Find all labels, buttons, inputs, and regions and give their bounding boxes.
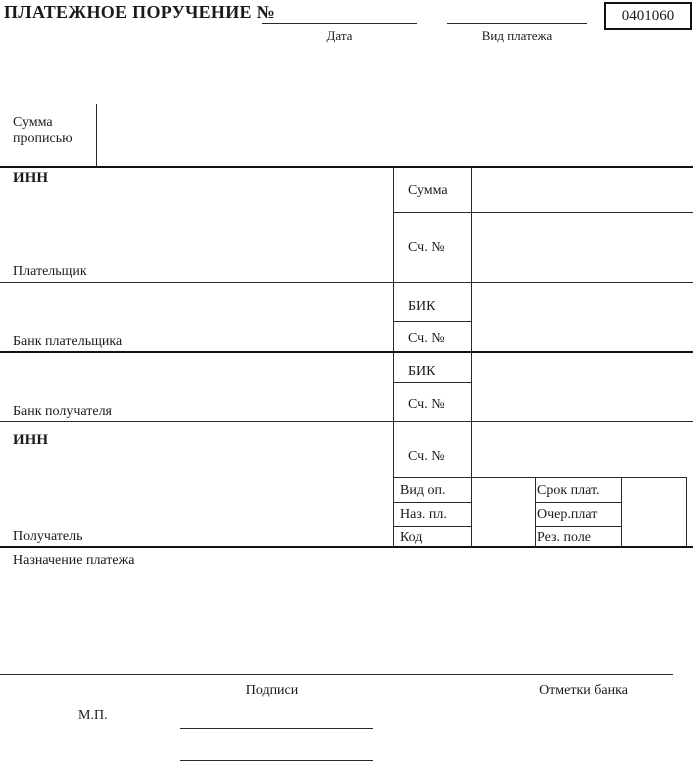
grid-line-details-row2-right: [535, 526, 621, 527]
purpose-field[interactable]: [0, 572, 693, 672]
payee-account-label: Сч. №: [408, 449, 445, 464]
amount-words-label: Сумма прописью: [13, 115, 73, 147]
form-title: ПЛАТЕЖНОЕ ПОРУЧЕНИЕ №: [4, 2, 276, 22]
payee-bank-bik-label: БИК: [408, 364, 436, 379]
payer-field[interactable]: [0, 186, 390, 280]
pay-term-label: Срок плат.: [537, 483, 600, 498]
amount-words-field[interactable]: [100, 105, 690, 165]
grid-line-under-bik2: [394, 382, 472, 383]
payer-label: Плательщик: [13, 264, 87, 279]
amount-value-field[interactable]: [473, 168, 693, 211]
payer-inn-label: ИНН: [13, 170, 49, 186]
payer-bank-bik-label: БИК: [408, 299, 436, 314]
grid-line-details-row2-left: [394, 526, 472, 527]
amount-words-divider: [96, 104, 97, 167]
form-code-box: [604, 2, 692, 30]
bank-marks-label: Отметки банка: [539, 683, 628, 698]
payee-field[interactable]: [0, 423, 390, 544]
payer-bank-field[interactable]: [0, 284, 390, 349]
grid-vline-details-1: [535, 477, 536, 547]
signature-line-1: [180, 728, 373, 729]
amount-label: Сумма: [408, 183, 448, 198]
payer-account-field[interactable]: [473, 214, 693, 280]
payment-kind-underline: [447, 23, 587, 24]
payee-bank-account-label: Сч. №: [408, 397, 445, 412]
payee-label: Получатель: [13, 529, 83, 544]
code-label: Код: [400, 530, 423, 545]
grid-line-under-bik1: [394, 321, 472, 322]
grid-vline-labels: [393, 167, 394, 547]
signatures-label: Подписи: [245, 683, 299, 698]
payer-bank-account-label: Сч. №: [408, 331, 445, 346]
payee-inn-label: ИНН: [13, 432, 49, 448]
payee-account-field[interactable]: [473, 423, 693, 475]
payment-kind-field[interactable]: [447, 4, 587, 22]
payee-bank-label: Банк получателя: [13, 404, 112, 419]
stamp-label: М.П.: [78, 708, 108, 723]
grid-vline-details-right: [686, 477, 687, 547]
date-field[interactable]: [262, 4, 417, 22]
payer-bank-account-field[interactable]: [473, 323, 693, 350]
op-kind-label: Вид оп.: [400, 483, 446, 498]
details-values-right-field[interactable]: [622, 479, 685, 545]
footer-divider: [0, 674, 673, 675]
grid-line-under-payee: [0, 546, 693, 548]
date-label: Дата: [326, 28, 353, 43]
payee-bank-bik-field[interactable]: [473, 353, 693, 381]
form-code: 0401060: [621, 8, 675, 24]
signature-field-1[interactable]: [180, 708, 373, 727]
payment-kind-label: Вид платежа: [481, 28, 553, 43]
purpose-code-label: Наз. пл.: [400, 507, 447, 522]
payee-bank-account-field[interactable]: [473, 384, 693, 420]
payer-bank-label: Банк плательщика: [13, 334, 123, 349]
signature-line-2: [180, 760, 373, 761]
bank-marks-area[interactable]: [450, 700, 693, 765]
payee-bank-field[interactable]: [0, 353, 390, 419]
date-underline: [262, 23, 417, 24]
grid-line-under-payer: [0, 282, 693, 283]
signature-field-2[interactable]: [180, 740, 373, 759]
payer-bank-bik-field[interactable]: [473, 284, 693, 320]
reserve-label: Рез. поле: [537, 530, 592, 545]
grid-vline-values: [471, 167, 472, 547]
grid-line-details-row1-right: [535, 502, 621, 503]
payer-account-label: Сч. №: [408, 240, 445, 255]
grid-line-details-row1-left: [394, 502, 472, 503]
grid-line-details-top: [394, 477, 686, 478]
details-values-left-field[interactable]: [473, 479, 534, 545]
grid-line-under-payee-bank: [0, 421, 693, 422]
grid-line-under-amount: [394, 212, 693, 213]
purpose-label: Назначение платежа: [13, 553, 135, 568]
pay-order-label: Очер.плат: [537, 507, 598, 522]
